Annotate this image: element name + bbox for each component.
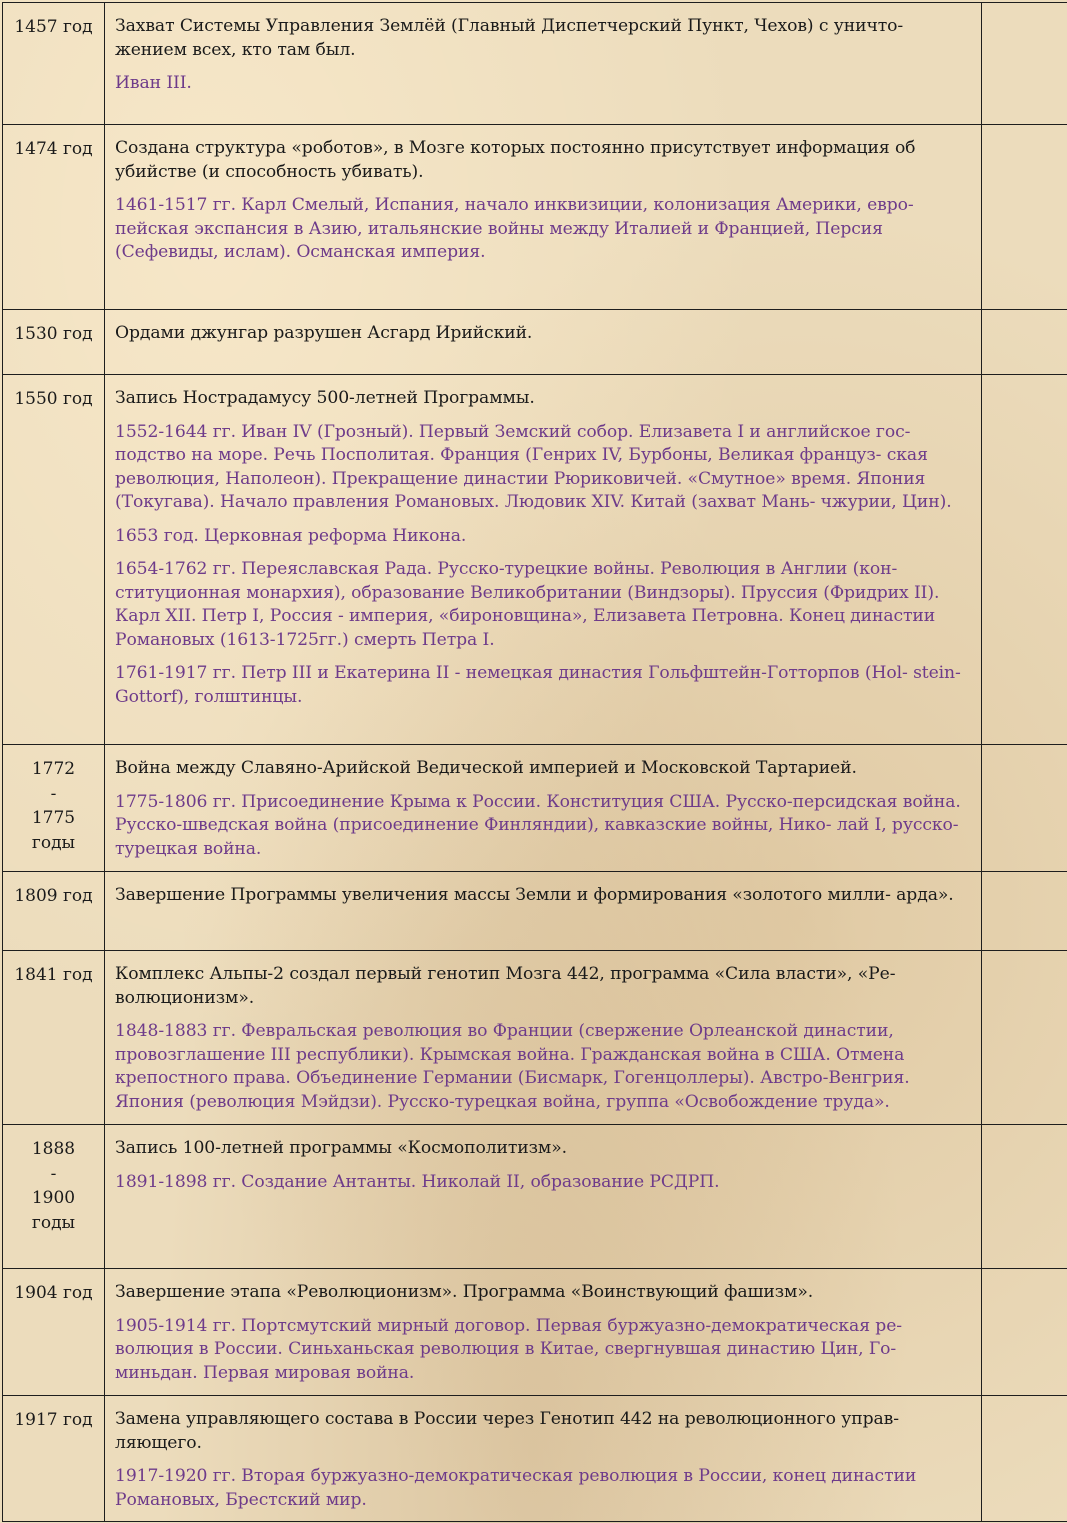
event-cell xyxy=(105,1269,982,1396)
event-note: 1461-1517 гг. Карл Смелый, Испания, начало инквизиции, колонизация Америки, евро- пейская экспансия в Азию, итальянские войны между Италией и Францией, Персия (Сефевиды, ислам). Османская империя. xyxy=(115,195,914,262)
event-text: Создана структура «роботов», в Мозге которых постоянно присутствует информация об убийстве (и способность убивать). xyxy=(115,138,916,182)
chronology-row xyxy=(3,951,1067,1125)
year-line: - xyxy=(50,783,57,804)
year-line: 1772 xyxy=(31,759,76,779)
event-note: 1654-1762 гг. Переяславская Рада. Русско-турецкие войны. Революция в Англии (кон- ституционная монархия), образование Великобритании (Виндзоры). Пруссия (Фридрих II). Карл XII. Петр I, Россия - империя, «бироновщина», Елизавета Петровна. Конец династии Романовых (1613-1725гг.) смерть Петра I. xyxy=(115,559,940,650)
event-cell xyxy=(105,3,982,125)
event-note: 1761-1917 гг. Петр III и Екатерина II - немецкая династия Гольфштейн-Готторпов (Hol- stein-Gottorf), голштинцы. xyxy=(115,663,961,707)
chronology-row xyxy=(3,3,1067,125)
empty-cell xyxy=(982,951,1067,1125)
event-cell xyxy=(105,872,982,951)
empty-cell xyxy=(982,1125,1067,1269)
year-line: 1904 год xyxy=(14,1283,93,1303)
event-cell xyxy=(105,1125,982,1269)
year-cell xyxy=(3,1396,105,1522)
empty-cell xyxy=(982,375,1067,745)
year-line: 1457 год xyxy=(14,17,93,37)
chronology-row xyxy=(3,745,1067,872)
event-text: Завершение этапа «Революционизм». Программа «Воинствующий фашизм». xyxy=(115,1282,814,1302)
year-line: 1530 год xyxy=(14,324,93,344)
year-cell xyxy=(3,3,105,125)
chronology-row xyxy=(3,1396,1067,1522)
year-line: 1888 xyxy=(31,1139,76,1159)
empty-cell xyxy=(982,872,1067,951)
empty-cell xyxy=(982,3,1067,125)
year-line: годы xyxy=(31,832,76,853)
empty-cell xyxy=(982,745,1067,872)
event-text: Замена управляющего состава в России через Генотип 442 на революционного управ- ляющего. xyxy=(115,1409,899,1453)
chronology-row xyxy=(3,310,1067,375)
event-note: 1917-1920 гг. Вторая буржуазно-демократическая революция в России, конец династии Романовых, Брестский мир. xyxy=(115,1466,917,1510)
event-text: Комплекс Альпы-2 создал первый генотип Мозга 442, программа «Сила власти», «Ре- волюционизм». xyxy=(115,964,896,1008)
year-cell xyxy=(3,745,105,872)
year-cell xyxy=(3,1125,105,1269)
year-cell xyxy=(3,125,105,310)
year-line: 1775 xyxy=(31,808,76,828)
event-note: 1891-1898 гг. Создание Антанты. Николай II, образование РСДРП. xyxy=(115,1171,720,1192)
year-cell xyxy=(3,872,105,951)
empty-cell xyxy=(982,1269,1067,1396)
event-text: Завершение Программы увеличения массы Земли и формирования «золотого милли- арда». xyxy=(115,885,954,905)
chronology-row xyxy=(3,375,1067,745)
event-note: 1905-1914 гг. Портсмутский мирный договор. Первая буржуазно-демократическая ре- волюция в России. Синьханьская революция в Китае, свергнувшая династию Цин, Го- миньдан. Первая мировая война. xyxy=(115,1315,902,1383)
chronology-row xyxy=(3,872,1067,951)
chronology-rows xyxy=(3,3,1067,1522)
event-text: Война между Славяно-Арийской Ведической империей и Московской Тартарией. xyxy=(115,758,857,778)
year-line: 1809 год xyxy=(14,886,93,906)
year-line: 1900 xyxy=(31,1188,76,1208)
year-cell xyxy=(3,375,105,745)
year-line: 1550 год xyxy=(14,389,93,409)
chronology-row xyxy=(3,125,1067,310)
event-note: 1848-1883 гг. Февральская революция во Франции (свержение Орлеанской династии, провозглашение III республики). Крымская война. Гражданская война в США. Отмена крепостного права. Объединение Германии (Бисмарк, Гогенцоллеры). Австро-Венгрия. Япония (революция Мэйдзи). Русско-турецкая война, группа «Освобождение труда». xyxy=(115,1021,910,1112)
event-note: 1552-1644 гг. Иван IV (Грозный). Первый Земский собор. Елизавета I и английское гос- подство на море. Речь Посполитая. Франция (Генрих IV, Бурбоны, Великая француз- ская революция, Наполеон). Прекращение династии Рюриковичей. «Смутное» время. Япония (Токугава). Начало правления Романовых. Людовик XIV. Китай (захват Мань- чжурии, Цин). xyxy=(115,421,952,512)
chronology-table xyxy=(2,2,1067,1522)
year-line: 1917 год xyxy=(14,1410,93,1430)
event-cell xyxy=(105,375,982,745)
chronology-row xyxy=(3,1269,1067,1396)
event-note: 1653 год. Церковная реформа Никона. xyxy=(115,525,467,546)
event-note: 1775-1806 гг. Присоединение Крыма к России. Конституция США. Русско-персидская война. Русско-шведская война (присоединение Финляндии), кавказские войны, Нико- лай I, русско-турецкая война. xyxy=(115,791,961,859)
event-text: Ордами джунгар разрушен Асгард Ирийский. xyxy=(115,323,533,343)
event-cell xyxy=(105,745,982,872)
event-cell xyxy=(105,951,982,1125)
year-line: 1841 год xyxy=(14,965,93,985)
event-note: Иван III. xyxy=(115,73,192,93)
year-line: - xyxy=(50,1163,57,1184)
event-cell xyxy=(105,1396,982,1522)
year-line: 1474 год xyxy=(14,139,93,159)
year-cell xyxy=(3,951,105,1125)
chronology-row xyxy=(3,1125,1067,1269)
event-text: Запись 100-летней программы «Космополитизм». xyxy=(115,1138,567,1158)
empty-cell xyxy=(982,125,1067,310)
event-text: Запись Нострадамусу 500-летней Программы. xyxy=(115,388,535,408)
year-cell xyxy=(3,310,105,375)
year-line: годы xyxy=(31,1212,76,1233)
event-cell xyxy=(105,310,982,375)
event-text: Захват Системы Управления Землёй (Главный Диспетчерский Пункт, Чехов) с уничто- жением всех, кто там был. xyxy=(115,16,904,60)
event-cell xyxy=(105,125,982,310)
year-cell xyxy=(3,1269,105,1396)
empty-cell xyxy=(982,310,1067,375)
empty-cell xyxy=(982,1396,1067,1522)
